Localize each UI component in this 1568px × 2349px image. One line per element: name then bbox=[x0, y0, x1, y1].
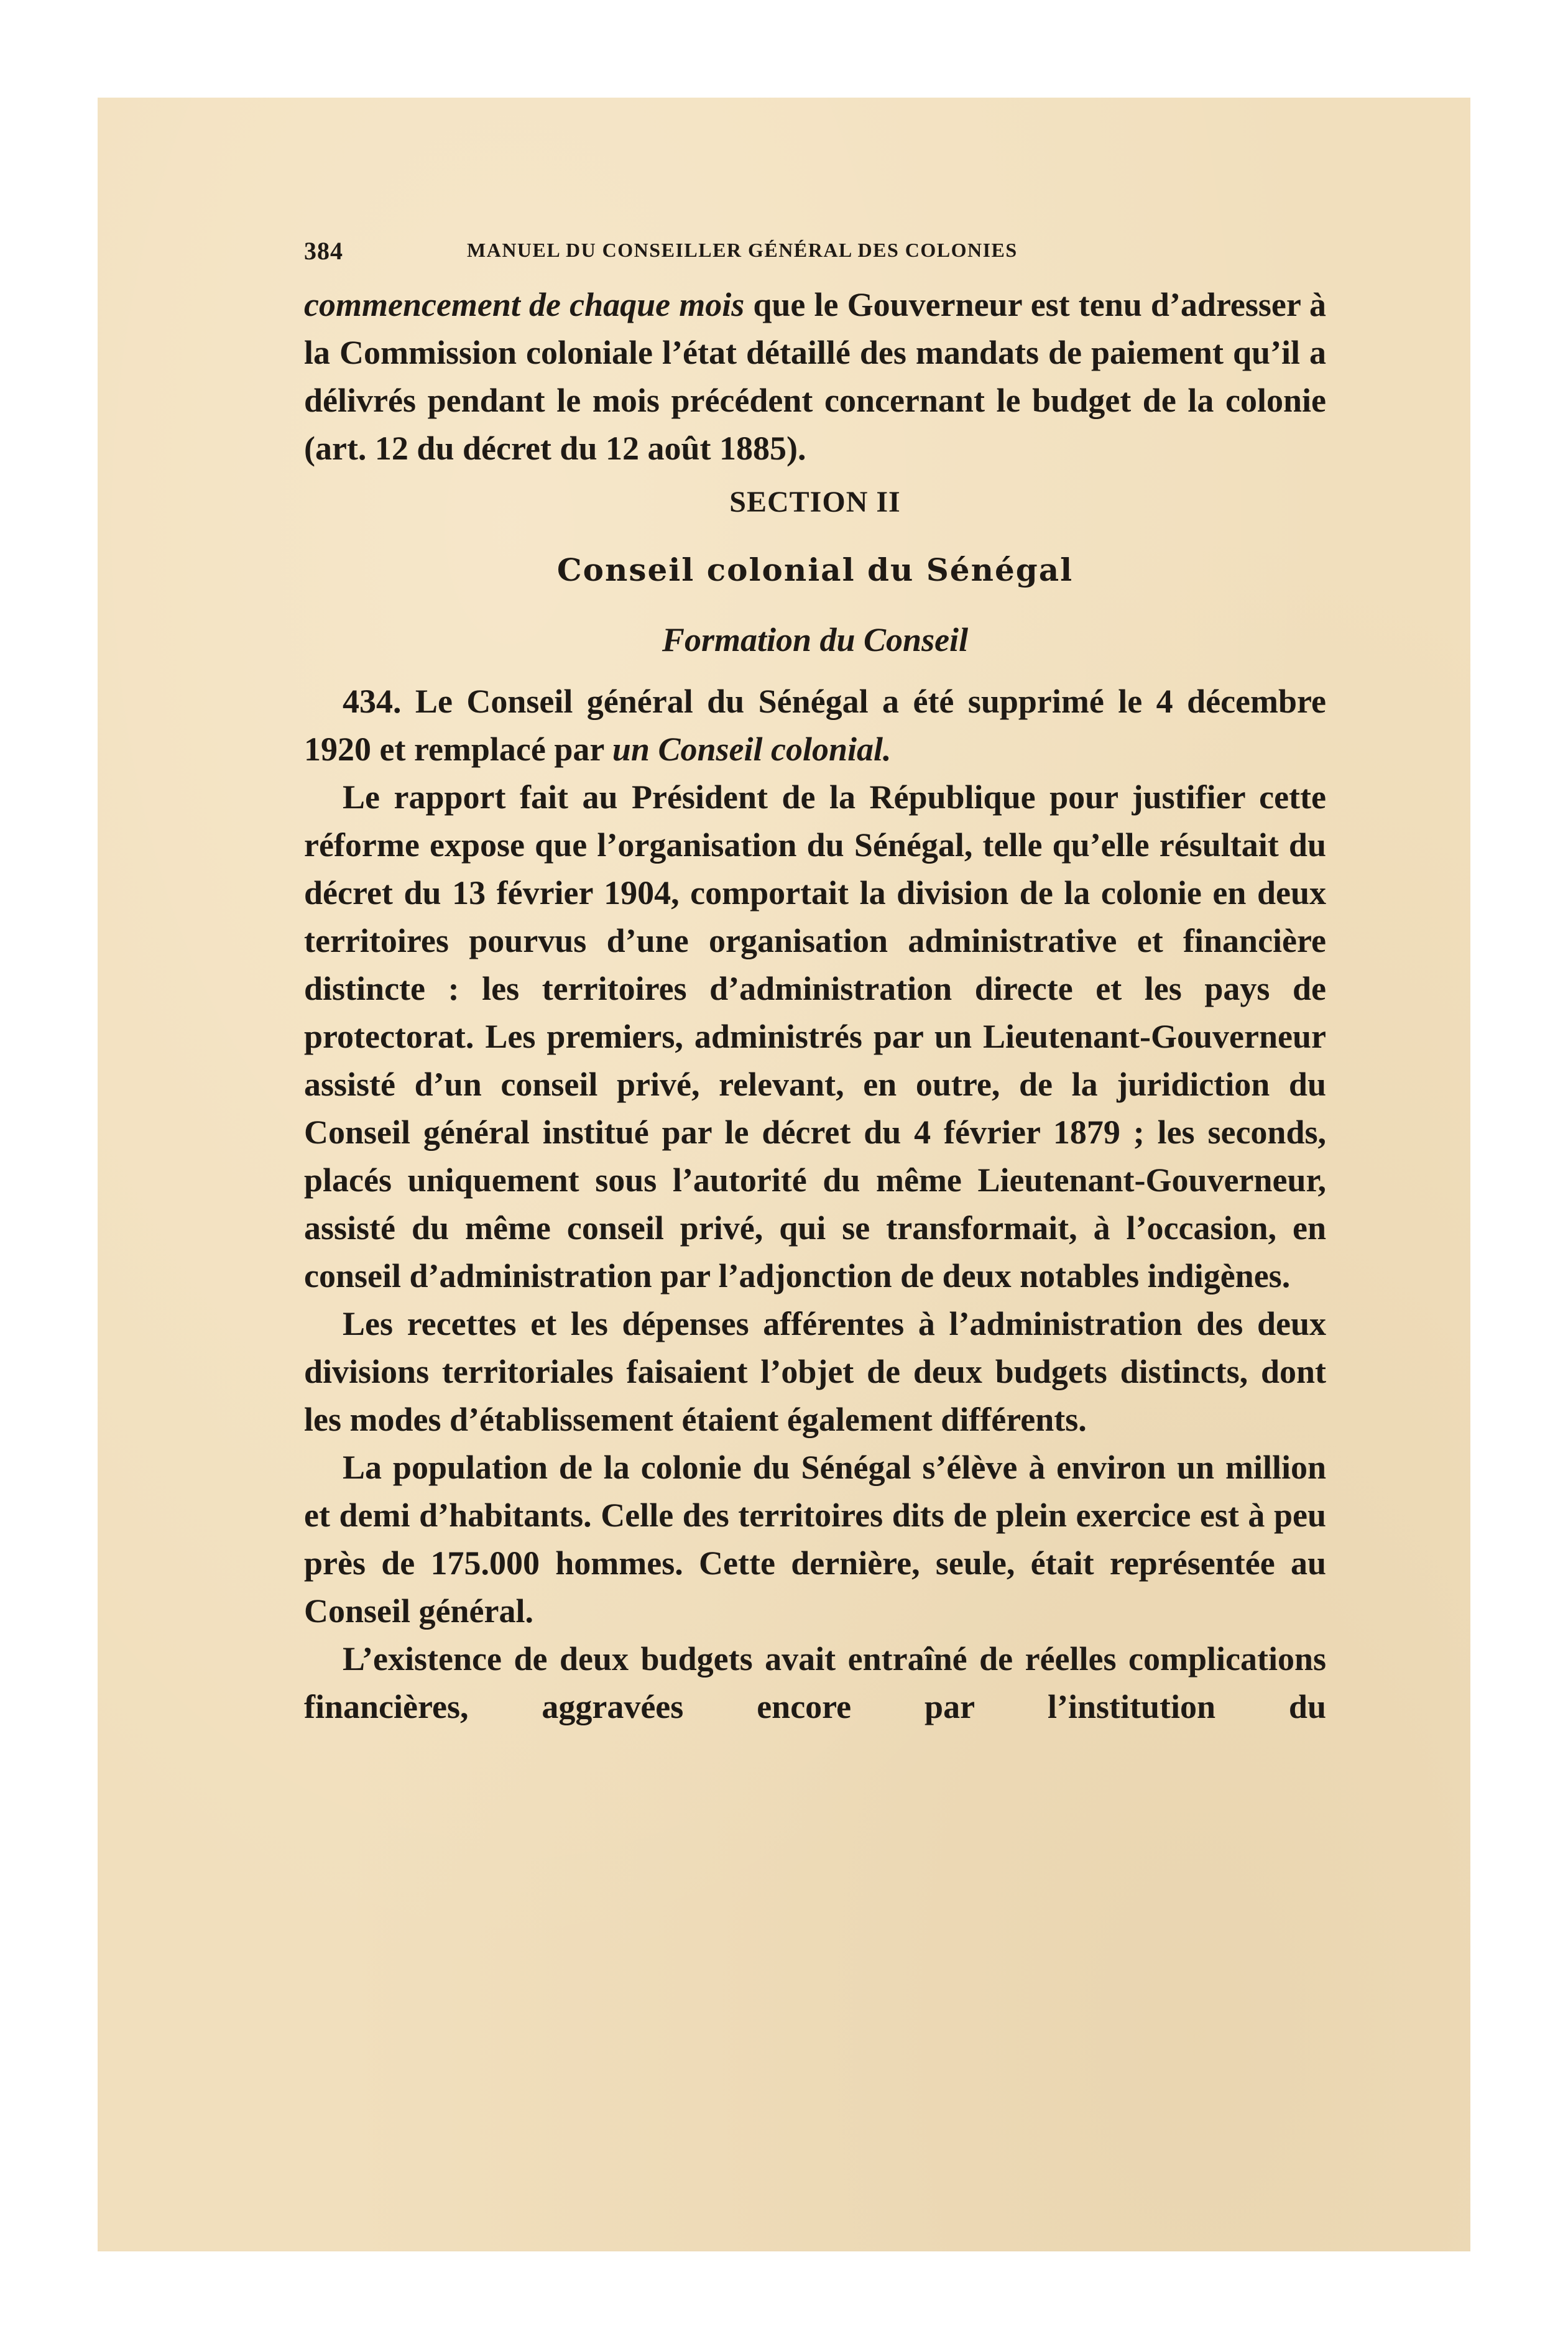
page-number: 384 bbox=[304, 237, 343, 265]
page-text bbox=[304, 236, 1326, 1731]
paragraph-italic-tail: un Conseil colonial. bbox=[612, 731, 892, 768]
opening-paragraph-text: que le Gouverneur est tenu d’adresser à la Commission coloniale l’état détaillé des mandats de paiement qu’il a délivrés pendant le mois précédent concernant le budget de la colonie (art. 12 du décret du 12 août 1885). bbox=[304, 286, 1327, 467]
section-title: Conseil colonial du Sénégal bbox=[556, 551, 1074, 588]
running-head bbox=[304, 236, 1326, 274]
paragraph: Les recettes et les dépenses afférentes à l’administration des deux divisions territoriales faisaient l’objet de deux budgets distincts, dont les modes d’établissement étaient également différents. bbox=[304, 1305, 1326, 1438]
paragraph: La population de la colonie du Sénégal s’élève à environ un million et demi d’habitants. Celle des territoires dits de plein exercice est à peu près de 175.000 hommes. Cette dernière, seule, était représentée au Conseil général. bbox=[304, 1449, 1326, 1630]
paragraph-434 bbox=[304, 678, 1326, 773]
opening-italic-lead: commencement de chaque mois bbox=[304, 286, 745, 323]
section-label: SECTION II bbox=[729, 486, 901, 519]
paragraph: L’existence de deux budgets avait entraîné de réelles complications financières, aggravées encore par l’institution du bbox=[304, 1640, 1326, 1725]
opening-paragraph bbox=[304, 281, 1326, 473]
paragraph: Le rapport fait au Président de la République pour justifier cette réforme expose que l’organisation du Sénégal, telle qu’elle résultait du décret du 13 février 1904, comportait la division de la colonie en deux territoires pourvus d’une organisation administrative et financière distincte : les territoires d’administration directe et les pays de protectorat. Les premiers, administrés par un Lieutenant-Gouverneur assisté d’un conseil privé, relevant, en outre, de la juridiction du Conseil général institué par le décret du 4 février 1879 ; les seconds, placés uniquement sous l’autorité du même Lieutenant-Gouverneur, assisté du même conseil privé, qui se transformait, à l’occasion, en conseil d’administration par l’adjonction de deux notables indigènes. bbox=[304, 778, 1326, 1294]
section-subtitle: Formation du Conseil bbox=[662, 621, 969, 658]
paragraph-text: 434. Le Conseil général du Sénégal a été supprimé le 4 décembre 1920 et remplacé par bbox=[304, 683, 1326, 768]
running-title: MANUEL DU CONSEILLER GÉNÉRAL DES COLONIES bbox=[467, 239, 1018, 261]
